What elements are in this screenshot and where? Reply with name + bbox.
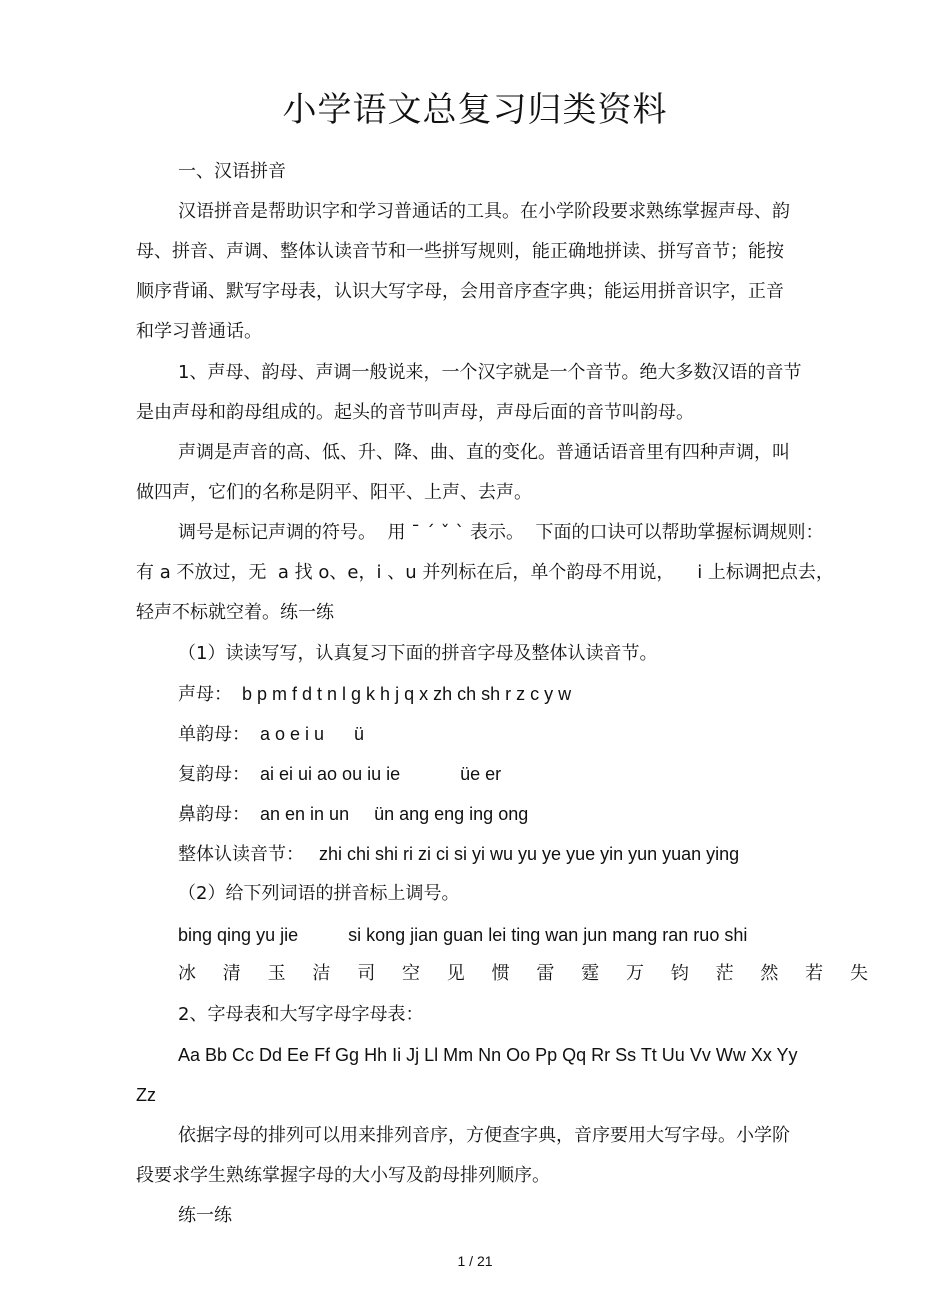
word-char: 茫	[715, 963, 734, 984]
page-number: 1 / 21	[457, 1253, 493, 1269]
word-char: 见	[446, 963, 465, 984]
exercise-heading: 练一练	[178, 1205, 232, 1226]
alphabet-line: Zz	[136, 1085, 156, 1105]
simple-finals-line: 单韵母： a o e i u ü	[178, 724, 365, 744]
paragraph-line: 依据字母的排列可以用来排列音序，方便查字典，音序要用大写字母。小学阶	[178, 1125, 790, 1146]
paragraph-line: 顺序背诵、默写字母表，认识大写字母，会用音序查字典；能运用拼音识字，正音	[136, 281, 784, 302]
paragraph-line: 1、声母、韵母、声调一般说来，一个汉字就是一个音节。绝大多数汉语的音节	[178, 362, 802, 383]
word-char: 然	[760, 963, 779, 984]
word-char: 清	[222, 963, 241, 984]
exercise-heading: （1）读读写写，认真复习下面的拼音字母及整体认读音节。	[178, 643, 658, 664]
paragraph-line: 有 a 不放过，无 a 找 o、e，i 、u 并列标在后，单个韵母不用说， i 上标调把点去，	[136, 562, 834, 583]
word-char: 惯	[491, 963, 510, 984]
word-char: 霆	[581, 963, 600, 984]
word-char: 钧	[670, 963, 689, 984]
section-heading-pinyin: 一、汉语拼音	[178, 161, 286, 182]
word-char: 玉	[267, 963, 286, 984]
exercise-heading: （2）给下列词语的拼音标上调号。	[178, 883, 460, 904]
nasal-finals-line: 鼻韵母： an en in un ün ang eng ing ong	[178, 804, 529, 824]
paragraph-line: 是由声母和韵母组成的。起头的音节叫声母，声母后面的音节叫韵母。	[136, 402, 694, 423]
word-char: 雷	[536, 963, 555, 984]
word-char: 失	[849, 963, 868, 984]
alphabet-line: Aa Bb Cc Dd Ee Ff Gg Hh Ii Jj Ll Mm Nn Oo Pp Qq Rr Ss Tt Uu Vv Ww Xx Yy	[178, 1045, 798, 1065]
word-characters-row	[178, 962, 868, 986]
word-char: 万	[625, 963, 644, 984]
paragraph-line: 做四声，它们的名称是阴平、阳平、上声、去声。	[136, 482, 532, 503]
pinyin-words-line: bing qing yu jie si kong jian guan lei ting wan jun mang ran ruo shi	[178, 925, 748, 945]
word-char: 司	[357, 963, 376, 984]
section-heading-alphabet: 2、字母表和大写字母字母表：	[178, 1004, 424, 1025]
word-char: 洁	[312, 963, 331, 984]
word-char: 空	[401, 963, 420, 984]
word-char: 冰	[178, 963, 196, 984]
paragraph-line: 汉语拼音是帮助识字和学习普通话的工具。在小学阶段要求熟练掌握声母、韵	[178, 201, 790, 222]
paragraph-line: 母、拼音、声调、整体认读音节和一些拼写规则，能正确地拼读、拼写音节；能按	[136, 241, 784, 262]
compound-finals-line: 复韵母： ai ei ui ao ou iu ie üe er	[178, 764, 502, 784]
paragraph-line: 段要求学生熟练掌握字母的大小写及韵母排列顺序。	[136, 1165, 550, 1186]
paragraph-line: 轻声不标就空着。练一练	[136, 602, 334, 623]
word-char: 若	[805, 963, 824, 984]
page-title: 小学语文总复习归类资料	[282, 90, 668, 130]
whole-syllables-line: 整体认读音节： zhi chi shi ri zi ci si yi wu yu ye yue yin yun yuan ying	[178, 844, 740, 864]
paragraph-line: 声调是声音的高、低、升、降、曲、直的变化。普通话语音里有四种声调，叫	[178, 442, 790, 463]
initials-line: 声母： b p m f d t n l g k h j q x zh ch sh r z c y w	[178, 684, 572, 704]
paragraph-line: 和学习普通话。	[136, 321, 262, 342]
paragraph-line: 调号是标记声调的符号。 用 ˉ ˊ ˇ ˋ 表示。 下面的口诀可以帮助掌握标调规则：	[178, 522, 824, 543]
